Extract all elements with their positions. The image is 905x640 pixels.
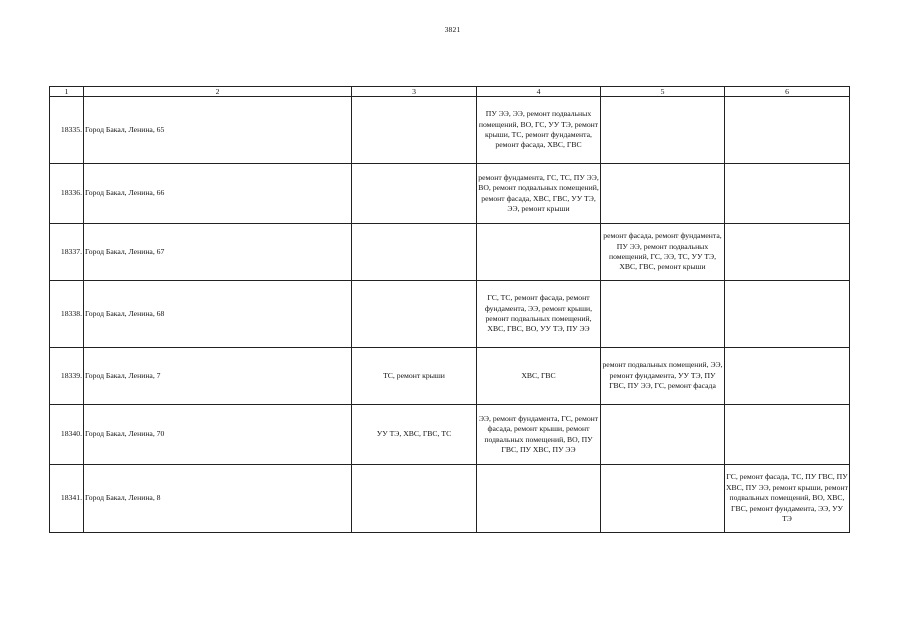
works-cell: ГС, ТС, ремонт фасада, ремонт фундамента, ЭЭ, ремонт крыши, ремонт подвальных помещений, ХВС, ГВС, ВО, УУ ТЭ, ПУ ЭЭ [477,281,601,348]
works-cell [601,164,725,224]
row-number: 18338. [50,281,84,348]
works-cell [725,281,850,348]
column-header: 6 [725,87,850,97]
row-address: Город Бакал, Ленина, 66 [84,164,352,224]
works-cell [601,465,725,533]
works-cell [601,281,725,348]
works-cell: ремонт фасада, ремонт фундамента, ПУ ЭЭ, ремонт подвальных помещений, ГС, ЭЭ, ТС, УУ ТЭ, ХВС, ГВС, ремонт крыши [601,224,725,281]
row-number: 18340. [50,405,84,465]
row-number: 18337. [50,224,84,281]
row-address: Город Бакал, Ленина, 67 [84,224,352,281]
works-cell [601,405,725,465]
column-header: 1 [50,87,84,97]
works-cell [725,164,850,224]
row-address: Город Бакал, Ленина, 65 [84,97,352,164]
works-cell [725,405,850,465]
table-row [50,465,850,533]
page-number: 3821 [444,25,461,34]
table-row [50,164,850,224]
works-cell: ЭЭ, ремонт фундамента, ГС, ремонт фасада, ремонт крыши, ремонт подвальных помещений, ВО, ПУ ГВС, ПУ ХВС, ПУ ЭЭ [477,405,601,465]
works-cell [725,348,850,405]
table-row [50,348,850,405]
works-cell: ремонт фундамента, ГС, ТС, ПУ ЭЭ, ВО, ремонт подвальных помещений, ремонт фасада, ХВС, ГВС, УУ ТЭ, ЭЭ, ремонт крыши [477,164,601,224]
works-cell: ТС, ремонт крыши [352,348,477,405]
works-cell: ремонт подвальных помещений, ЭЭ, ремонт фундамента, УУ ТЭ, ПУ ГВС, ПУ ЭЭ, ГС, ремонт фасада [601,348,725,405]
table-row [50,97,850,164]
row-address: Город Бакал, Ленина, 70 [84,405,352,465]
works-table [49,86,850,533]
works-cell [352,164,477,224]
row-number: 18335. [50,97,84,164]
row-address: Город Бакал, Ленина, 8 [84,465,352,533]
row-number: 18339. [50,348,84,405]
works-cell [352,281,477,348]
works-cell [725,97,850,164]
works-cell [352,224,477,281]
column-header: 3 [352,87,477,97]
works-cell [477,224,601,281]
table-row [50,405,850,465]
works-cell: УУ ТЭ, ХВС, ГВС, ТС [352,405,477,465]
works-cell [725,224,850,281]
row-number: 18336. [50,164,84,224]
works-cell [477,465,601,533]
table-row [50,281,850,348]
works-cell: ХВС, ГВС [477,348,601,405]
works-cell [601,97,725,164]
row-address: Город Бакал, Ленина, 7 [84,348,352,405]
header-row [50,87,850,97]
row-address: Город Бакал, Ленина, 68 [84,281,352,348]
works-cell [352,97,477,164]
column-header: 2 [84,87,352,97]
works-cell: ГС, ремонт фасада, ТС, ПУ ГВС, ПУ ХВС, ПУ ЭЭ, ремонт крыши, ремонт подвальных помещений, ВО, ХВС, ГВС, ремонт фундамента, ЭЭ, УУ ТЭ [725,465,850,533]
table-row [50,224,850,281]
works-cell: ПУ ЭЭ, ЭЭ, ремонт подвальных помещений, ВО, ГС, УУ ТЭ, ремонт крыши, ТС, ремонт фундамента, ремонт фасада, ХВС, ГВС [477,97,601,164]
column-header: 5 [601,87,725,97]
column-header: 4 [477,87,601,97]
works-cell [352,465,477,533]
row-number: 18341. [50,465,84,533]
